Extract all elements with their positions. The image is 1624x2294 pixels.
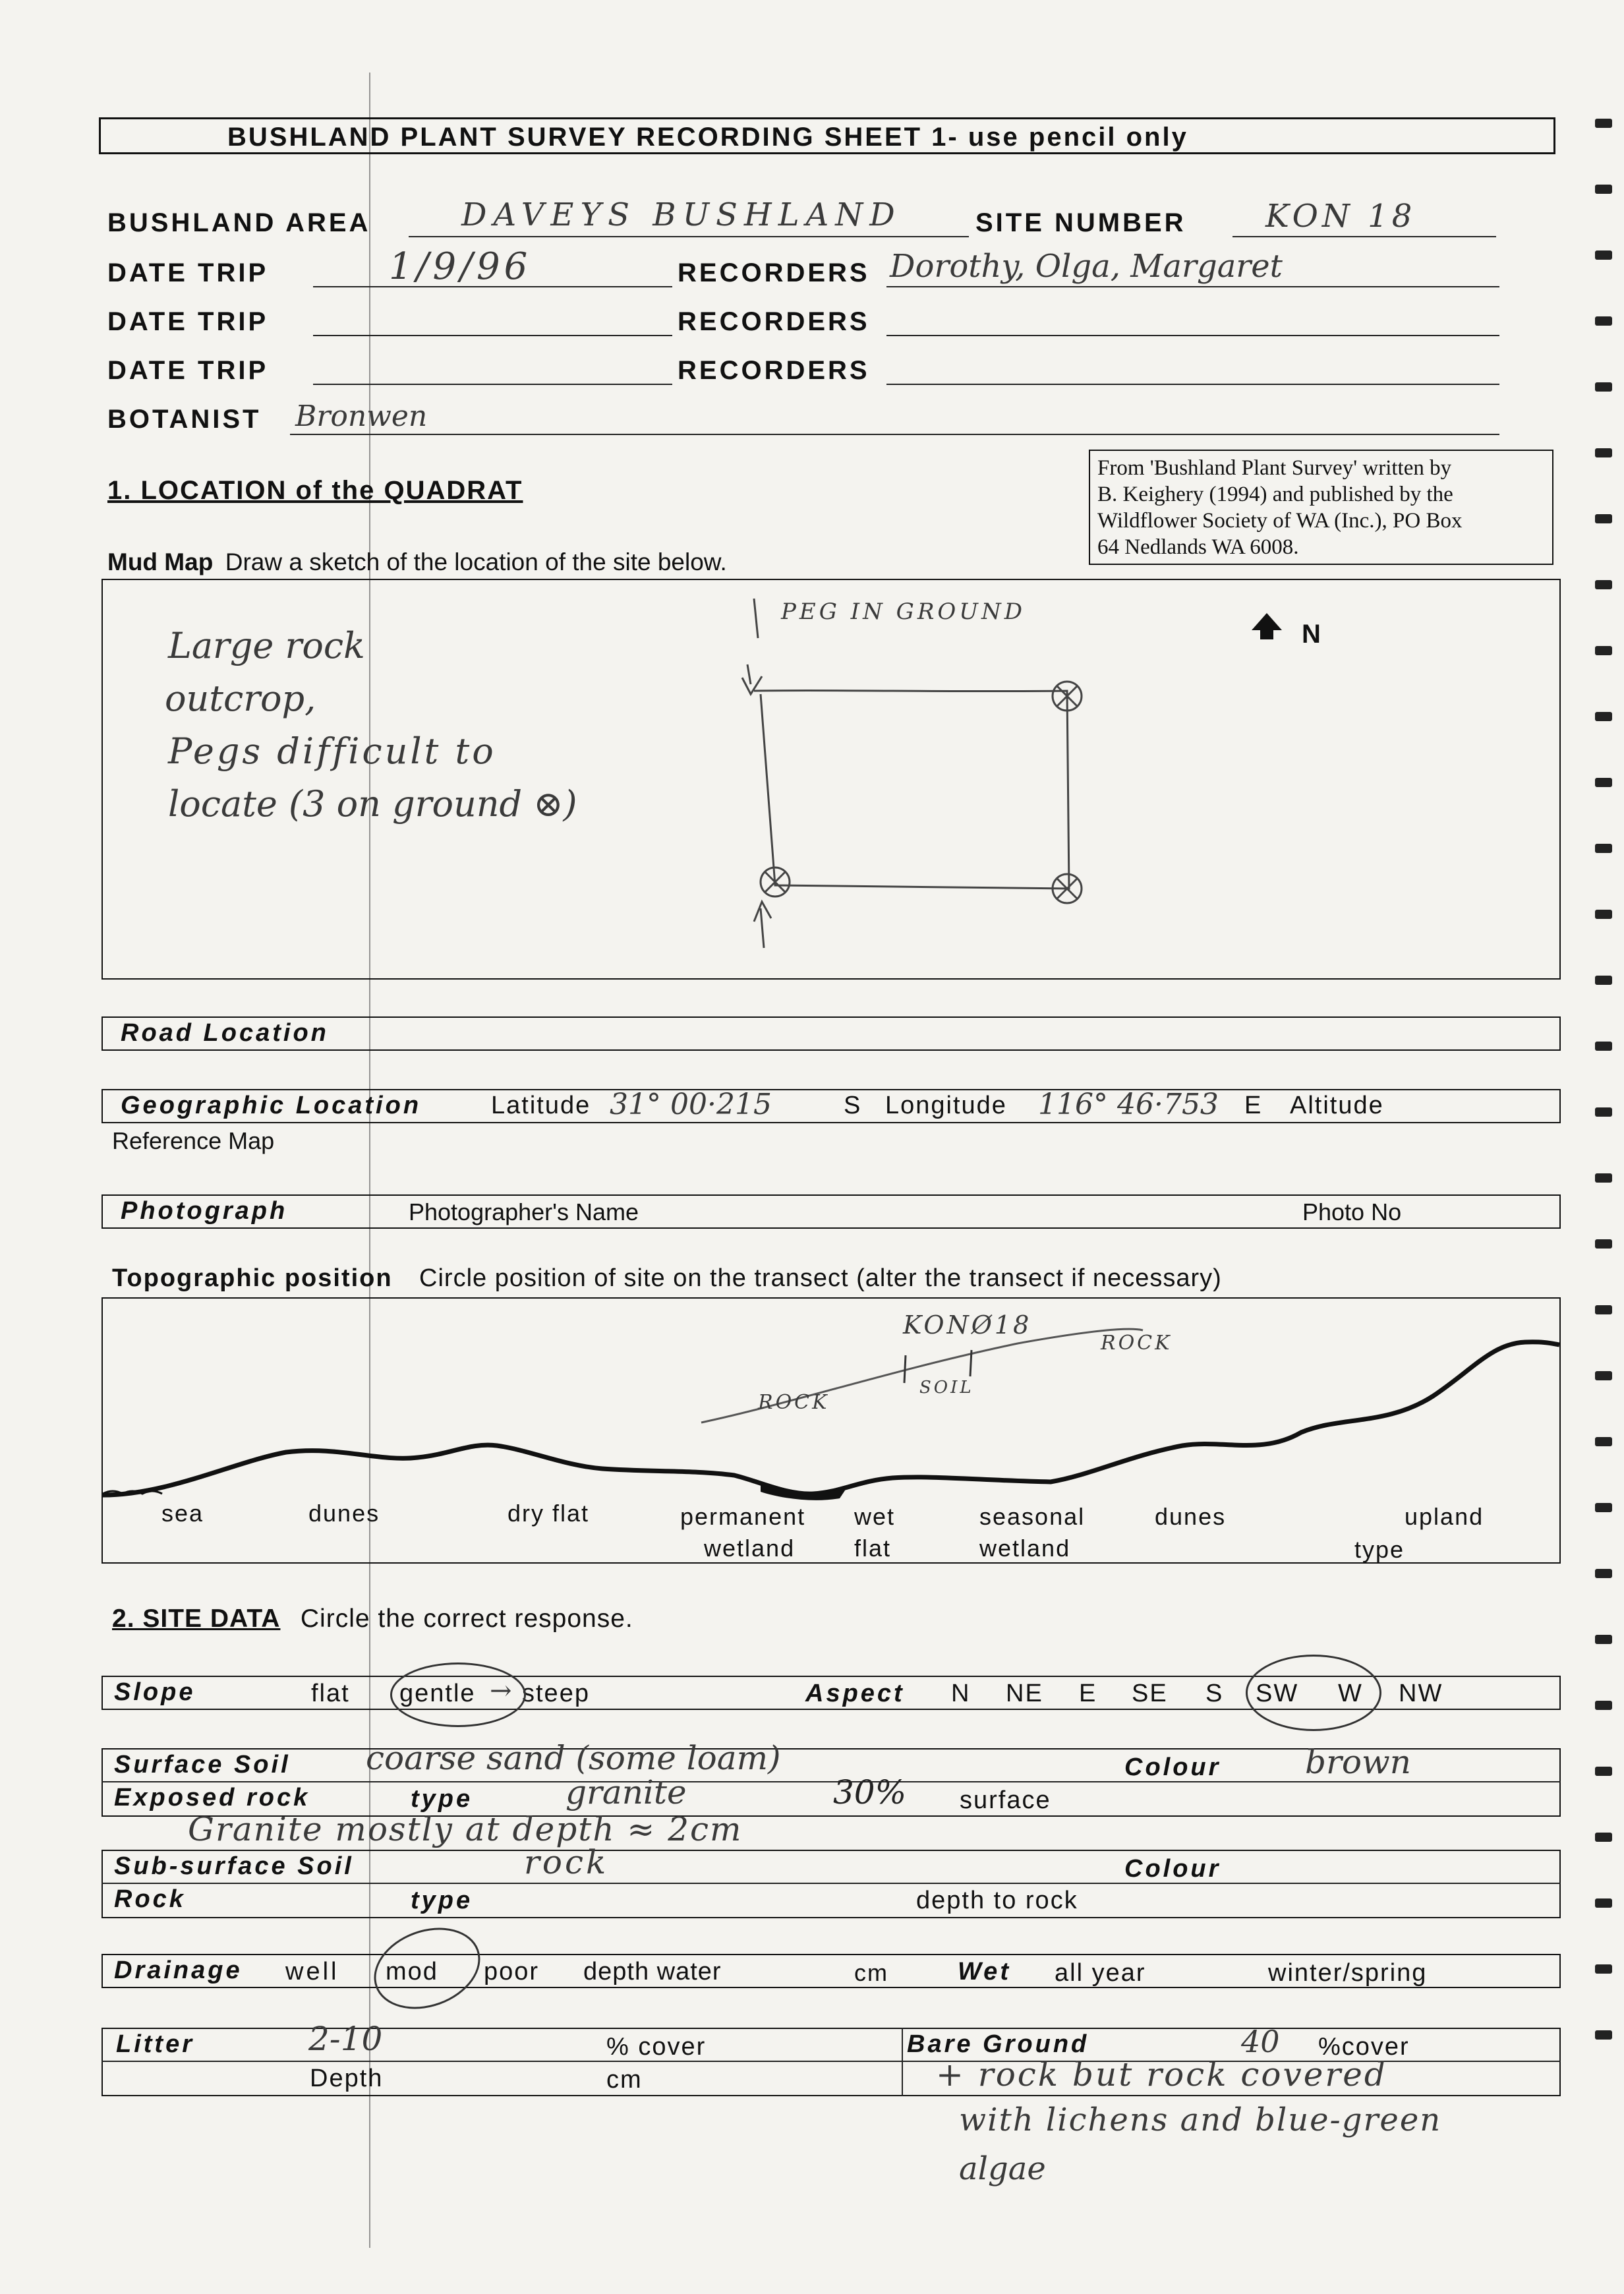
site-data-row <box>112 1604 633 1633</box>
mud-map-note-1: Large rock <box>168 625 365 666</box>
rock-type-label: type <box>411 1887 473 1914</box>
reference-map-label: Reference Map <box>112 1127 275 1154</box>
topo-upland: upland <box>1405 1503 1484 1530</box>
litter-label: Litter <box>116 2030 194 2058</box>
exposed-surface: surface <box>960 1786 1051 1814</box>
latitude-value: 31° 00·215 <box>610 1088 772 1121</box>
granite-note: Granite mostly at depth ≈ 2cm <box>188 1810 743 1848</box>
slope-circle <box>390 1662 526 1727</box>
mud-map-note-4: locate (3 on ground ⊗) <box>168 783 577 825</box>
rock-label: Rock <box>114 1885 186 1913</box>
topo-sea: sea <box>161 1500 204 1527</box>
depth-to-rock: depth to rock <box>916 1887 1078 1914</box>
exposed-pct: 30% <box>833 1773 907 1811</box>
aspect-e: E <box>1079 1680 1097 1707</box>
recorders-line-3 <box>886 384 1499 385</box>
aspect-n: N <box>951 1680 971 1707</box>
photo-no-label: Photo No <box>1302 1198 1402 1225</box>
long-e: E <box>1244 1092 1263 1119</box>
site-number-label: SITE NUMBER <box>975 208 1186 237</box>
transect-annot-soil: SOIL <box>919 1378 974 1397</box>
topo-wetland-2: wetland <box>979 1535 1071 1562</box>
surface-soil-label: Surface Soil <box>114 1751 291 1779</box>
drain-well: well <box>285 1958 339 1985</box>
subsurface-colour-label: Colour <box>1124 1855 1221 1883</box>
bare-ground-value: 40 <box>1241 2024 1280 2059</box>
topo-seasonal: seasonal <box>979 1503 1086 1530</box>
wet-winter-spring: winter/spring <box>1268 1959 1428 1987</box>
page-title: BUSHLAND PLANT SURVEY RECORDING SHEET 1- use pencil only <box>227 123 1188 152</box>
exposed-rock-label: Exposed rock <box>114 1784 310 1811</box>
geographic-label: Geographic Location <box>121 1092 422 1119</box>
topo-wetland-1: wetland <box>704 1535 796 1562</box>
date-trip-line-2 <box>313 335 672 336</box>
recorders-label-1: RECORDERS <box>678 258 870 287</box>
botanist-line <box>290 434 1499 435</box>
botanist-label: BOTANIST <box>107 405 262 434</box>
subsurface-value: rock <box>524 1843 609 1881</box>
topo-wet: wet <box>854 1503 896 1530</box>
drainage-label: Drainage <box>114 1956 243 1984</box>
site-number-line <box>1232 236 1496 237</box>
aspect-w: W <box>1338 1680 1363 1707</box>
topo-flat: flat <box>854 1535 892 1562</box>
litter-vertical-divider <box>902 2028 903 2096</box>
slope-arrow: → <box>490 1676 512 1706</box>
mud-map-label: Mud Map <box>107 548 214 575</box>
bare-note-3: algae <box>959 2150 1046 2187</box>
topo-type: type <box>1354 1536 1405 1563</box>
road-location-label: Road Location <box>121 1019 329 1047</box>
lat-s: S <box>844 1092 862 1119</box>
litter-value: 2-10 <box>308 2020 383 2058</box>
bushland-area-line <box>409 236 969 237</box>
aspect-ne: NE <box>1006 1680 1043 1707</box>
aspect-circle <box>1246 1655 1381 1731</box>
aspect-label: Aspect <box>805 1680 905 1707</box>
surface-colour-value: brown <box>1305 1743 1412 1781</box>
slope-label: Slope <box>114 1678 196 1706</box>
mud-map-label-row <box>107 548 727 576</box>
topo-dry-flat: dry flat <box>508 1500 590 1527</box>
drain-poor: poor <box>484 1958 540 1985</box>
subsurface-label: Sub-surface Soil <box>114 1852 354 1880</box>
fold-line <box>369 73 370 2248</box>
recorders-line-1 <box>886 286 1499 287</box>
aspect-se: SE <box>1132 1680 1168 1707</box>
peg-label: PEG IN GROUND <box>781 599 1026 625</box>
litter-cm: cm <box>606 2066 643 2094</box>
longitude-label: Longitude <box>885 1092 1007 1119</box>
litter-depth-label: Depth <box>310 2065 384 2092</box>
bare-ground-label: Bare Ground <box>907 2030 1089 2058</box>
altitude-label: Altitude <box>1290 1092 1384 1119</box>
site-number-value: KON 18 <box>1265 198 1416 235</box>
date-trip-label-1: DATE TRIP <box>107 258 269 287</box>
bushland-area-label: BUSHLAND AREA <box>107 208 371 237</box>
site-data-heading: 2. SITE DATA <box>112 1604 281 1633</box>
botanist-value: Bronwen <box>295 399 428 433</box>
date-trip-line-3 <box>313 384 672 385</box>
topographic-label: Topographic position <box>112 1264 393 1292</box>
litter-pct-cover: % cover <box>606 2033 707 2061</box>
bare-pct-cover: %cover <box>1318 2033 1410 2061</box>
depth-water: depth water <box>583 1958 722 1985</box>
bare-note-2: with lichens and blue-green <box>959 2102 1442 2138</box>
transect-annot-rock-1: ROCK <box>758 1391 830 1414</box>
slope-gentle: gentle <box>399 1680 476 1707</box>
source-note-line: 64 Nedlands WA 6008. <box>1097 535 1299 559</box>
topo-dunes-1: dunes <box>308 1500 380 1527</box>
slope-flat: flat <box>311 1680 350 1707</box>
source-note <box>1097 455 1462 560</box>
spiral-binding <box>1584 0 1624 2294</box>
slope-steep: steep <box>522 1680 590 1707</box>
subsurface-divider <box>102 1883 1561 1884</box>
topo-permanent: permanent <box>680 1503 806 1530</box>
photograph-label: Photograph <box>121 1197 288 1225</box>
drain-mod: mod <box>386 1958 438 1985</box>
topo-dunes-2: dunes <box>1155 1503 1227 1530</box>
date-trip-label-3: DATE TRIP <box>107 356 269 385</box>
aspect-nw: NW <box>1399 1680 1443 1707</box>
trip1-date: 1/9/96 <box>389 245 532 288</box>
mud-map-instruction: Draw a sketch of the location of the site below. <box>225 548 727 575</box>
mud-map-note-3: Pegs difficult to <box>168 730 496 772</box>
recorders-label-3: RECORDERS <box>678 356 870 385</box>
mud-map-note-2: outcrop, <box>165 678 316 719</box>
transect-annot-rock-2: ROCK <box>1101 1332 1173 1355</box>
location-heading: 1. LOCATION of the QUADRAT <box>107 476 523 505</box>
surface-colour-label: Colour <box>1124 1753 1221 1781</box>
wet-label: Wet <box>958 1958 1011 1985</box>
aspect-sw: SW <box>1256 1680 1299 1707</box>
source-note-line: From 'Bushland Plant Survey' written by <box>1097 456 1452 480</box>
site-data-instruction: Circle the correct response. <box>300 1604 633 1633</box>
north-label: N <box>1302 620 1321 649</box>
exposed-type-label: type <box>411 1785 473 1813</box>
recorders-label-2: RECORDERS <box>678 307 870 336</box>
exposed-type-value: granite <box>566 1773 687 1811</box>
topographic-instruction: Circle position of site on the transect (alter the transect if necessary) <box>419 1264 1222 1292</box>
aspect-s: S <box>1205 1680 1224 1707</box>
drainage-circle <box>362 1914 492 2023</box>
surface-soil-divider <box>102 1781 1561 1782</box>
recorders-line-2 <box>886 335 1499 336</box>
topographic-row <box>112 1264 1222 1293</box>
surface-soil-value: coarse sand (some loam) <box>366 1739 781 1777</box>
drain-cm: cm <box>854 1959 888 1986</box>
latitude-label: Latitude <box>491 1092 591 1119</box>
longitude-value: 116° 46·753 <box>1038 1088 1219 1121</box>
trip1-recorders: Dorothy, Olga, Margaret <box>890 248 1283 285</box>
wet-all-year: all year <box>1055 1959 1146 1987</box>
photographer-label: Photographer's Name <box>409 1198 639 1225</box>
source-note-line: Wildflower Society of WA (Inc.), PO Box <box>1097 509 1463 533</box>
transect-annot-site: KONØ18 <box>903 1310 1032 1339</box>
source-note-line: B. Keighery (1994) and published by the <box>1097 483 1453 506</box>
bare-note-1: + rock but rock covered <box>936 2055 1387 2094</box>
bushland-area-value: DAVEYS BUSHLAND <box>461 196 902 233</box>
date-trip-label-2: DATE TRIP <box>107 307 269 336</box>
